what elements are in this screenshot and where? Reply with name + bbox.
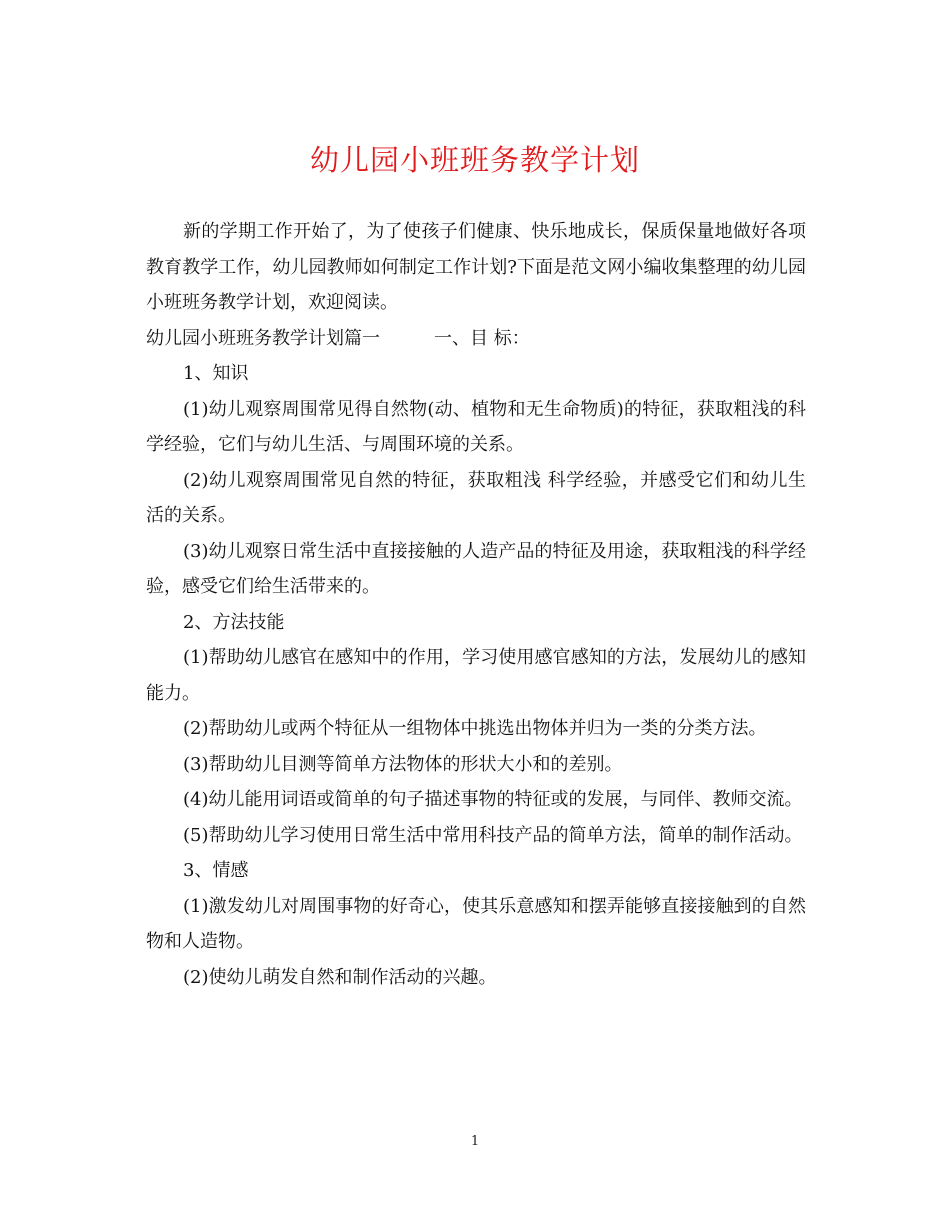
paragraph: (3)幼儿观察日常生活中直接接触的人造产品的特征及用途，获取粗浅的科学经验，感受它们给生活带来的。	[146, 540, 806, 597]
paragraph: (1)幼儿观察周围常见得自然物(动、植物和无生命物质)的特征，获取粗浅的科学经验，它们与幼儿生活、与周围环境的关系。	[146, 398, 806, 455]
subheading-knowledge: 1、知识	[183, 363, 249, 384]
document-title: 幼儿园小班班务教学计划	[309, 143, 640, 177]
paragraph: (4)幼儿能用词语或简单的句子描述事物的特征或的发展，与同伴、教师交流。	[183, 789, 803, 810]
subheading-emotion: 3、情感	[183, 860, 249, 881]
paragraph: (3)帮助幼儿目测等简单方法物体的形状大小和的差别。	[183, 753, 623, 775]
paragraph: (1)激发幼儿对周围事物的好奇心，使其乐意感知和摆弄能够直接接触到的自然物和人造物。	[146, 895, 806, 952]
page-number: 1	[470, 1134, 480, 1149]
document-body	[146, 214, 806, 995]
paragraph: (2)幼儿观察周围常见自然的特征，获取粗浅 科学经验，并感受它们和幼儿生活的关系。	[146, 469, 806, 526]
intro-paragraph: 新的学期工作开始了，为了使孩子们健康、快乐地成长，保质保量地做好各项教育教学工作，幼儿园教师如何制定工作计划?下面是范文网小编收集整理的幼儿园小班班务教学计划，欢迎阅读。	[146, 221, 806, 313]
section-heading: 幼儿园小班班务教学计划篇一 一、目 标：	[146, 327, 530, 349]
subheading-methods-skills: 2、方法技能	[183, 611, 285, 633]
paragraph: (1)帮助幼儿感官在感知中的作用，学习使用感官感知的方法，发展幼儿的感知能力。	[146, 647, 806, 704]
paragraph: (2)使幼儿萌发自然和制作活动的兴趣。	[183, 966, 497, 988]
paragraph: (5)帮助幼儿学习使用日常生活中常用科技产品的简单方法，简单的制作活动。	[183, 824, 803, 846]
paragraph: (2)帮助幼儿或两个特征从一组物体中挑选出物体并归为一类的分类方法。	[183, 718, 767, 739]
